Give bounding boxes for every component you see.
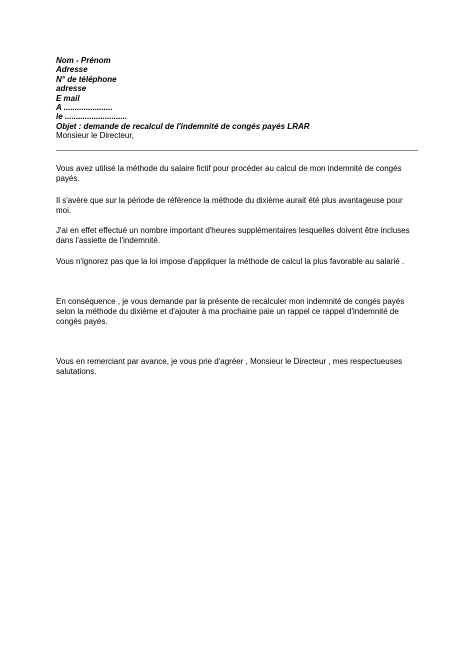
paragraph-line: J'ai en effet effectué un nombre important d'heures supplémentaires lesquelles doivent être incluses	[56, 226, 410, 235]
letter-date: le ............................	[56, 112, 128, 122]
paragraph-line: congés payés.	[56, 317, 108, 326]
paragraph-line: salutations.	[56, 367, 97, 376]
letter-header	[56, 56, 426, 141]
paragraph-line: En conséquence , je vous demande par la présente de recalculer mon indemnité de congés payés	[56, 297, 405, 306]
letter-subject: Objet : demande de recalcul de l'indemnité de congés payés LRAR	[56, 121, 310, 131]
paragraph-line: selon la méthode du dixième et d'ajouter à ma prochaine paie un rappel ce rappel d'indemnité de	[56, 307, 399, 316]
paragraph-line: Vous avez utilisé la méthode du salaire fictif pour procéder au calcul de mon indemnité de congés	[56, 164, 402, 173]
paragraph-line: Vous n'ignorez pas que la loi impose d'appliquer la méthode de calcul la plus favorable au salarié .	[56, 257, 405, 266]
paragraph	[56, 164, 418, 184]
paragraph	[56, 226, 418, 246]
sender-name: Nom - Prénom	[56, 56, 111, 65]
paragraph	[56, 297, 418, 327]
sender-address: Adresse	[56, 65, 88, 75]
paragraph-line: Vous en remerciant par avance, je vous prie d'agréer , Monsieur le Directeur , mes respectueuses	[56, 357, 403, 366]
header-divider	[56, 150, 418, 151]
paragraph	[56, 357, 418, 377]
sender-phone: N° de téléphone	[56, 74, 117, 84]
sender-email: E mail	[56, 93, 80, 103]
paragraph-line: Il s'avère que sur la période de référence la méthode du dixième aurait été plus avantageuse pour	[56, 196, 403, 205]
paragraph-line: payés.	[56, 174, 80, 183]
letter-salutation: Monsieur le Directeur,	[56, 131, 134, 141]
recipient-address: adresse	[56, 84, 87, 94]
paragraph-line: dans l'assiette de l'indemnité.	[56, 236, 161, 245]
paragraph-line: moi.	[56, 206, 72, 215]
paragraph	[56, 196, 418, 216]
paragraph	[56, 257, 418, 267]
letter-place: A ......................	[56, 103, 113, 113]
